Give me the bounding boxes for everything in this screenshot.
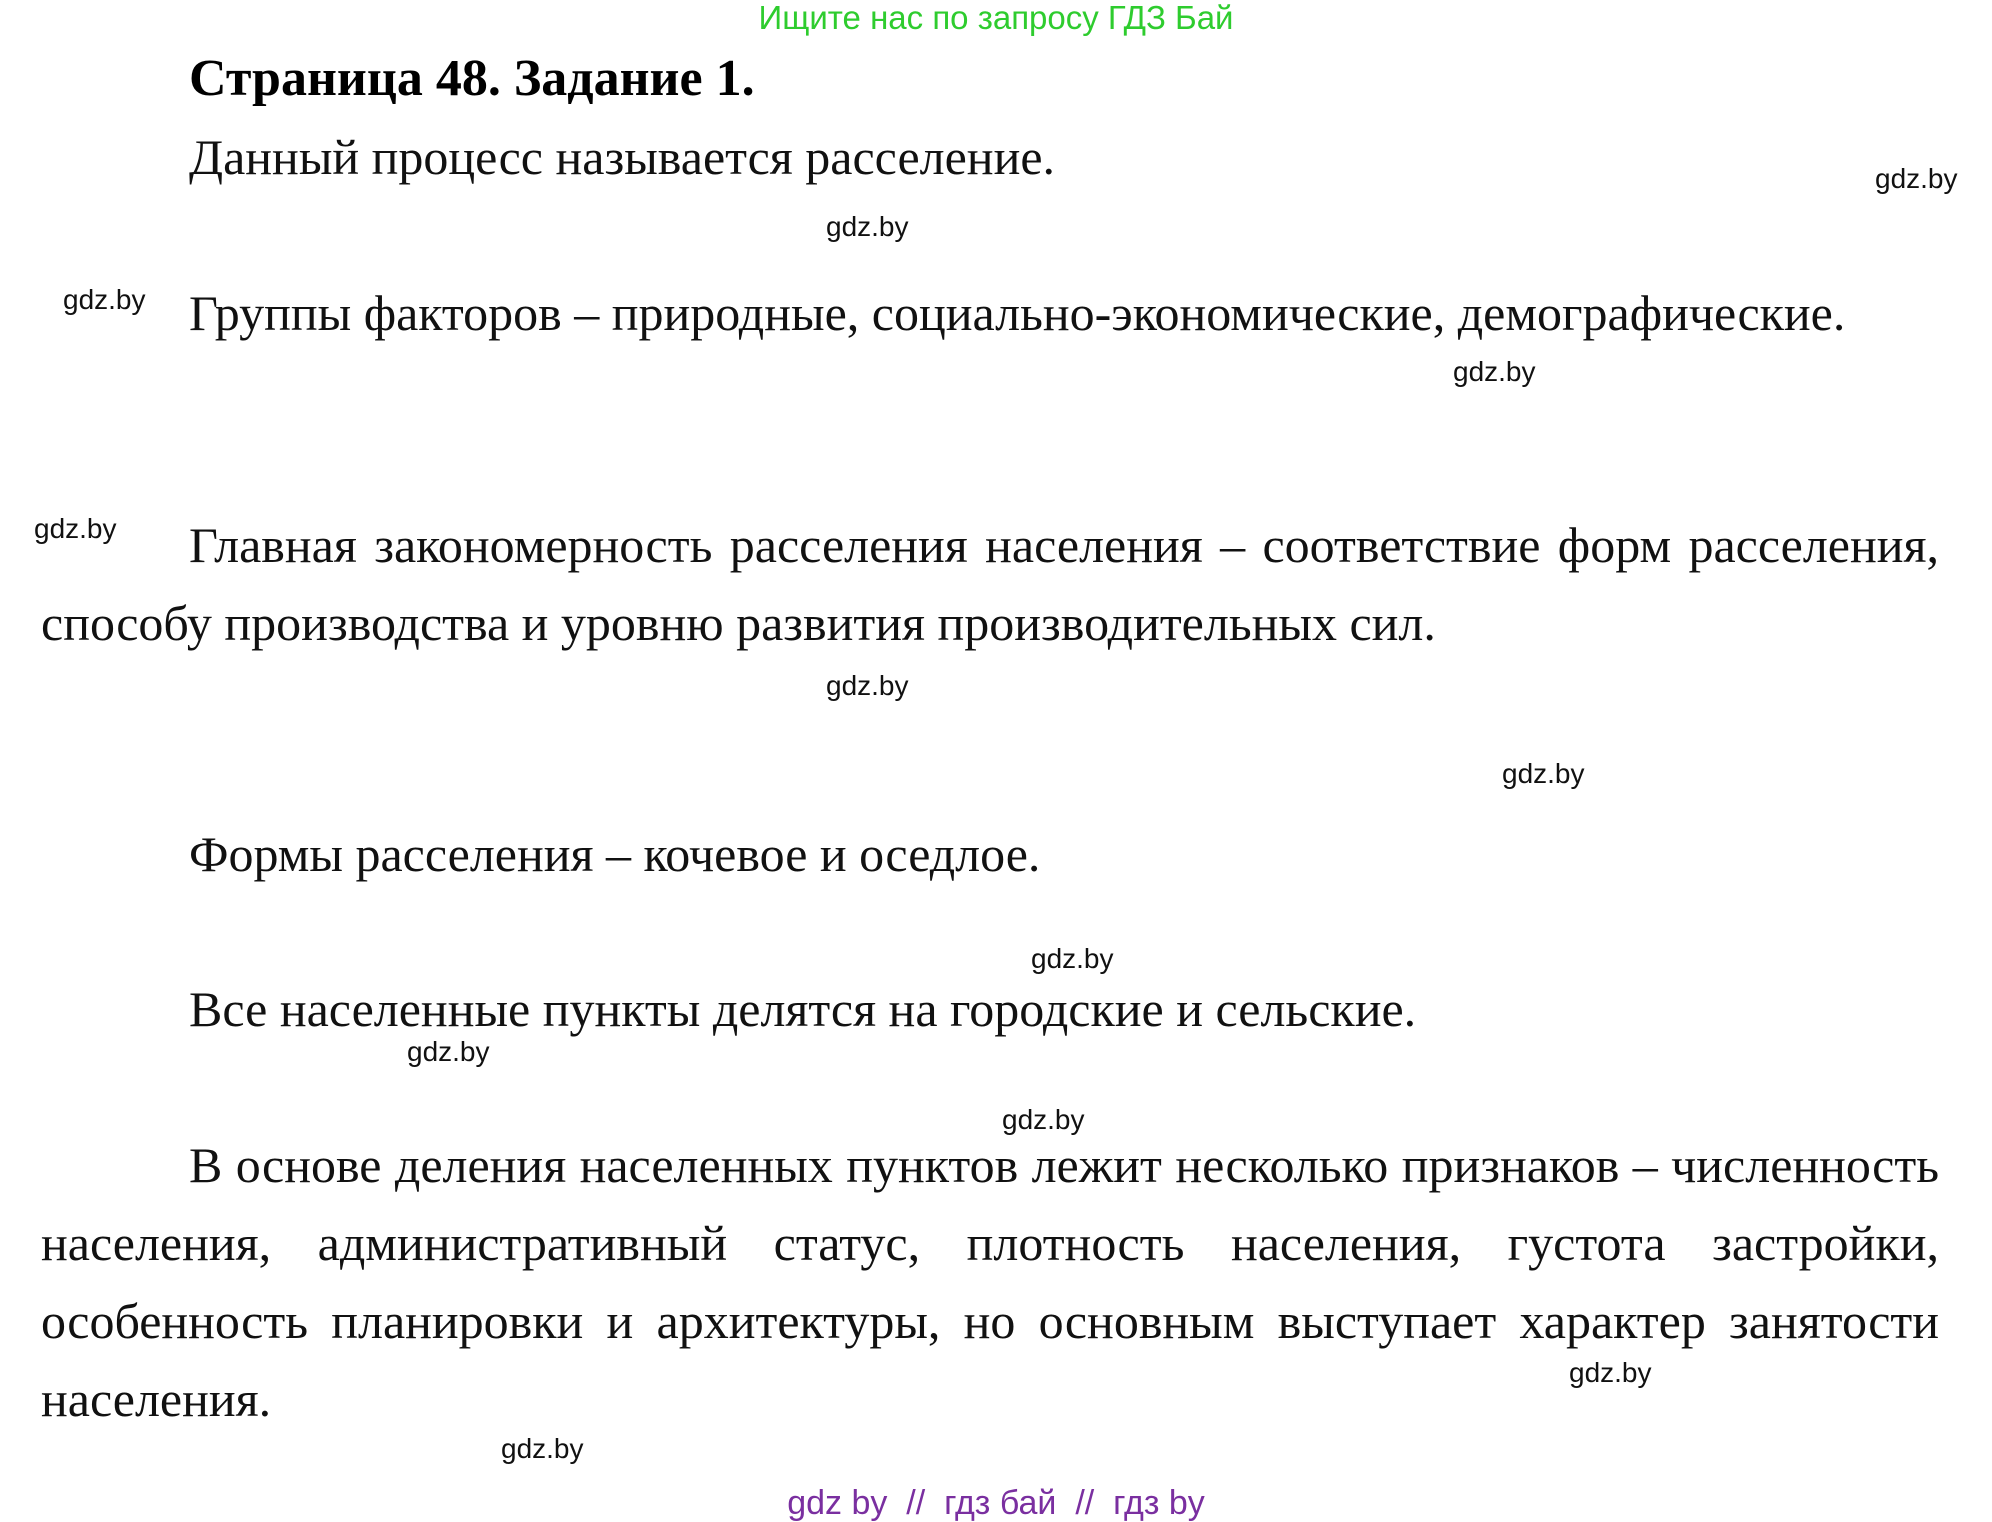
watermark: gdz.by bbox=[1031, 943, 1114, 974]
paragraph-2: Группы факторов – природные, социально-экономические, демографические. bbox=[189, 285, 1846, 341]
watermark: gdz.by bbox=[1453, 356, 1536, 387]
watermark: gdz.by bbox=[826, 211, 909, 242]
paragraph-3: Главная закономерность расселения населения – соответствие форм расселения, способу производства и уровню развития производительных сил. bbox=[41, 517, 1939, 651]
watermark: gdz.by bbox=[1002, 1104, 1085, 1135]
watermark: gdz.by bbox=[63, 284, 146, 315]
watermark: gdz.by bbox=[1875, 163, 1958, 194]
watermark: gdz.by bbox=[501, 1433, 584, 1464]
paragraph-5: Все населенные пункты делятся на городские и сельские. bbox=[189, 981, 1417, 1037]
paragraph-6: В основе деления населенных пунктов лежит несколько признаков – численность населения, административный статус, плотность населения, густота застройки, особенность планировки и архитектуры, но основным выступает характер занятости населения. bbox=[41, 1137, 1939, 1427]
watermark: gdz.by bbox=[1569, 1357, 1652, 1388]
footer-links: gdz by // гдз бай // гдз by bbox=[787, 1484, 1205, 1522]
watermark: gdz.by bbox=[34, 513, 117, 544]
watermark: gdz.by bbox=[1502, 758, 1585, 789]
watermark: gdz.by bbox=[826, 670, 909, 701]
paragraph-1: Данный процесс называется расселение. bbox=[189, 129, 1056, 185]
watermark: gdz.by bbox=[407, 1036, 490, 1067]
search-banner: Ищите нас по запросу ГДЗ Бай bbox=[758, 0, 1234, 36]
page-title: Страница 48. Задание 1. bbox=[189, 50, 755, 107]
paragraph-4: Формы расселения – кочевое и оседлое. bbox=[189, 826, 1041, 882]
